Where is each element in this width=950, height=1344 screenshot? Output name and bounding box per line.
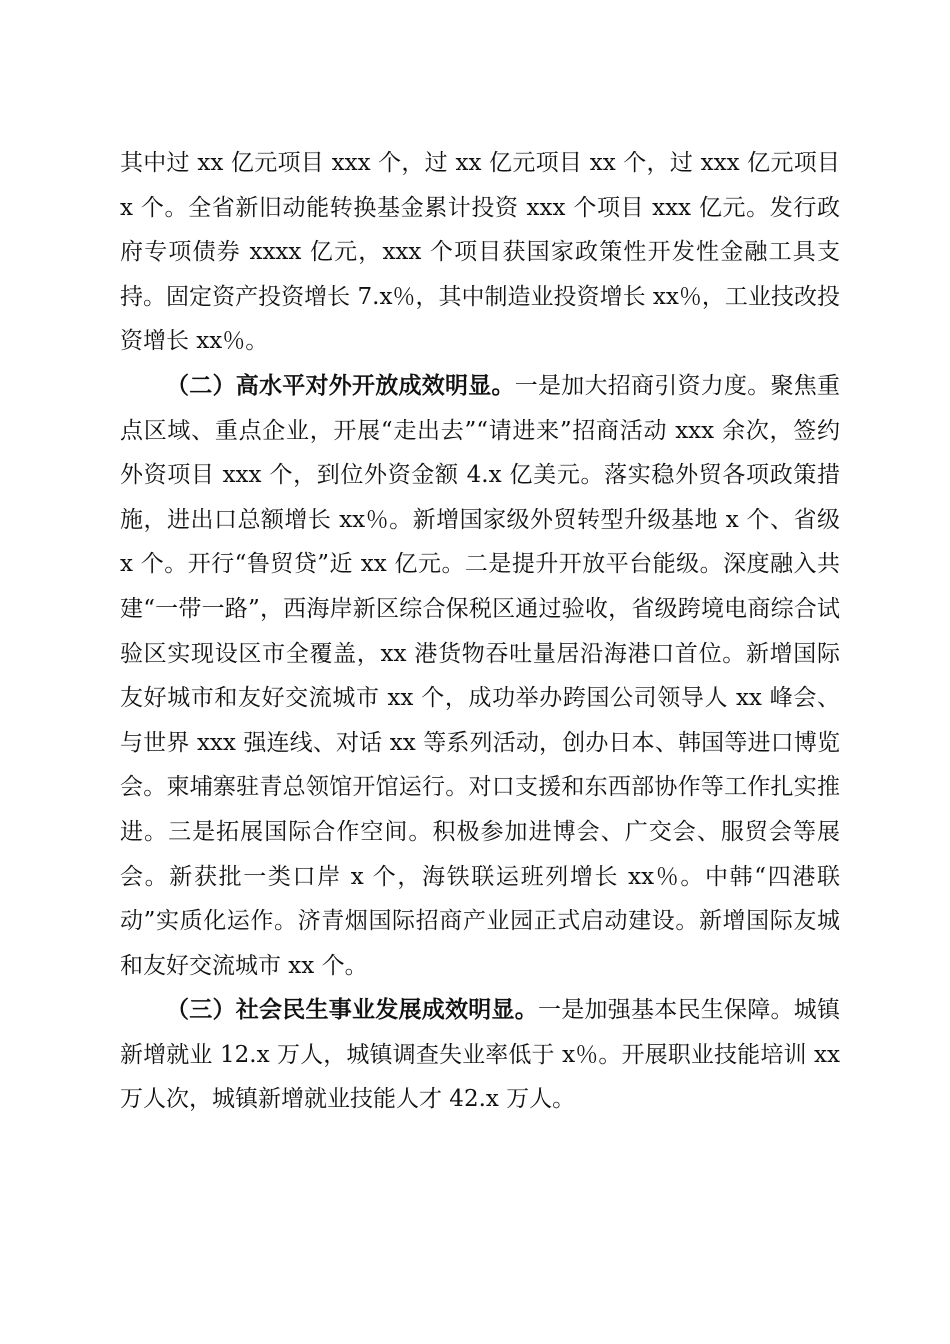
paragraph-livelihood-text: 一是加强基本民生保障。城镇新增就业 12.x 万人，城镇调查失业率低于 x％。开展职业技能培训 xx 万人次，城镇新增就业技能人才 42.x 万人。 bbox=[120, 997, 840, 1113]
section-heading-livelihood: （三）社会民生事业发展成效明显。 bbox=[166, 996, 538, 1024]
section-heading-opening-up: （二）高水平对外开放成效明显。 bbox=[166, 371, 515, 399]
document-body bbox=[120, 141, 840, 1122]
paragraph-opening-up bbox=[120, 364, 840, 988]
paragraph-investment bbox=[120, 141, 840, 364]
paragraph-investment-text: 其中过 xx 亿元项目 xxx 个，过 xx 亿元项目 xx 个，过 xxx 亿元项目 x 个。全省新旧动能转换基金累计投资 xxx 个项目 xxx 亿元。发行政府专项债券 xxxx 亿元，xxx 个项目获国家政策性开发性金融工具支持。固定资产投资增长 7.x％，其中制造业投资增长 xx％，工业技改投资增长 xx％。 bbox=[120, 150, 840, 355]
paragraph-livelihood bbox=[120, 988, 840, 1122]
paragraph-opening-up-text: 一是加大招商引资力度。聚焦重点区域、重点企业，开展“走出去”“请进来”招商活动 xxx 余次，签约外资项目 xxx 个，到位外资金额 4.x 亿美元。落实稳外贸各项政策措施，进出口总额增长 xx％。新增国家级外贸转型升级基地 x 个、省级 x 个。开行“鲁贸贷”近 xx 亿元。二是提升开放平台能级。深度融入共建“一带一路”，西海岸新区综合保税区通过验收，省级跨境电商综合试验区实现设区市全覆盖，xx 港货物吞吐量居沿海港口首位。新增国际友好城市和友好交流城市 xx 个，成功举办跨国公司领导人 xx 峰会、与世界 xxx 强连线、对话 xx 等系列活动，创办日本、韩国等进口博览会。柬埔寨驻青总领馆开馆运行。对口支援和东西部协作等工作扎实推进。三是拓展国际合作空间。积极参加进博会、广交会、服贸会等展会。新获批一类口岸 x 个，海铁联运班列增长 xx％。中韩“四港联动”实质化运作。济青烟国际招商产业园正式启动建设。新增国际友城和友好交流城市 xx 个。 bbox=[120, 372, 840, 979]
